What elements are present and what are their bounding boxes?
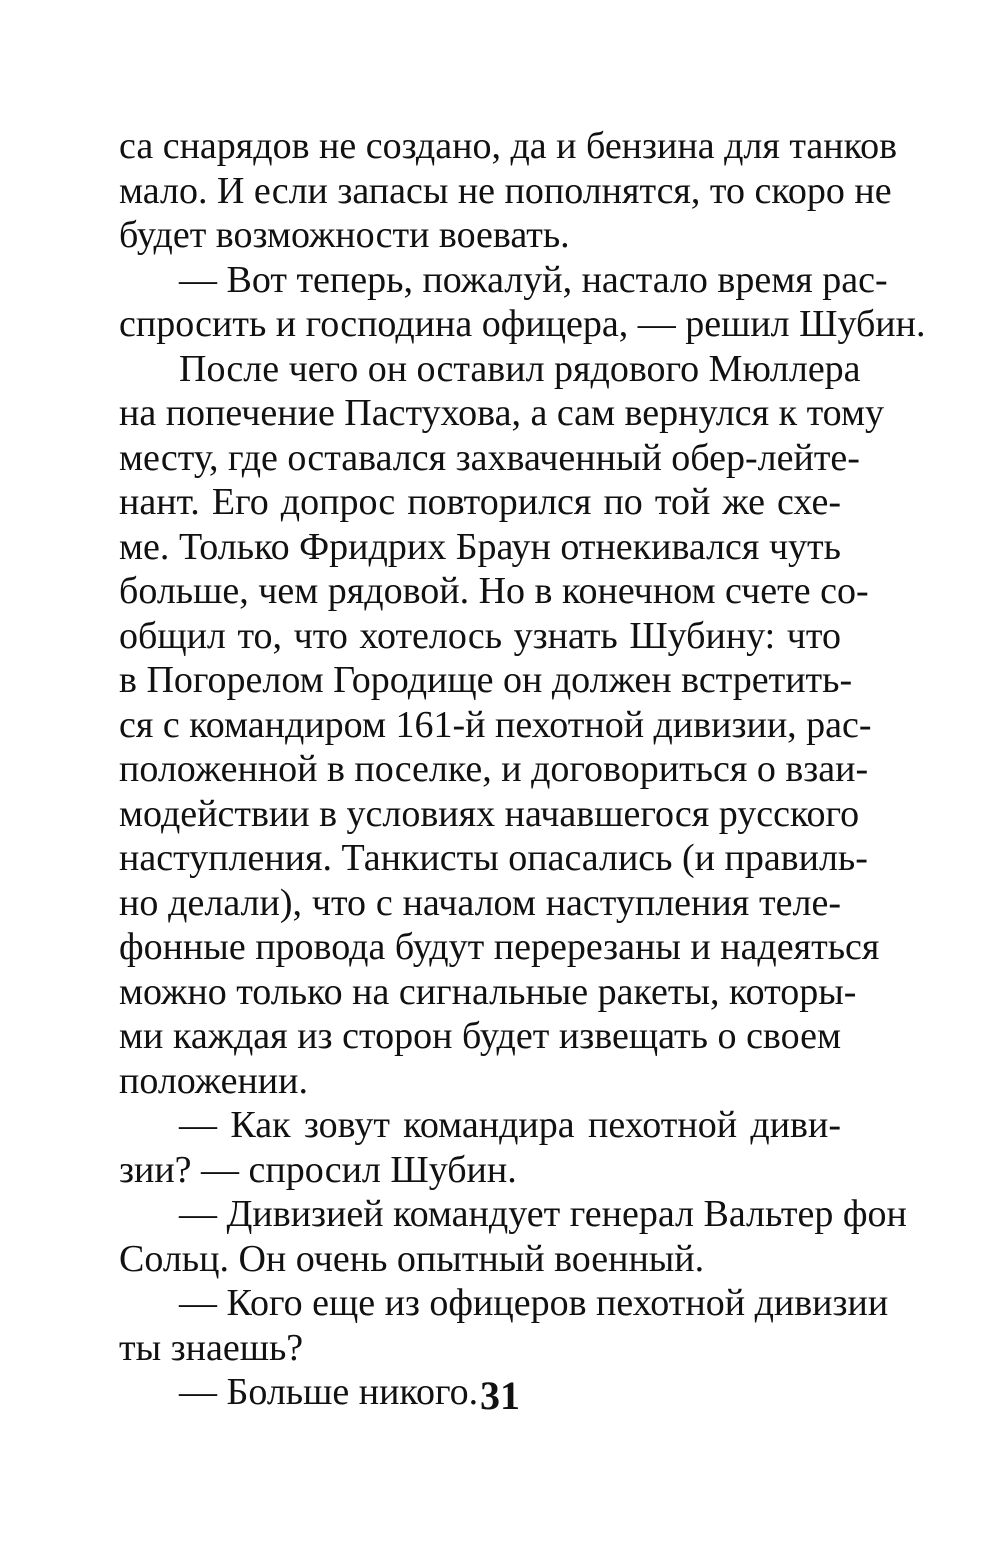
text-line: — Дивизией командует генерал Вальтер фон [179, 1193, 907, 1235]
text-line: общил то, что хотелось узнать Шубину: что [119, 614, 841, 657]
text-line: Сольц. Он очень опытный военный. [119, 1237, 705, 1280]
text-line: но делали), что с началом наступления теле- [119, 881, 841, 924]
text-line: модействии в условиях начавшегося русского [119, 792, 860, 835]
text-line: нант. Его допрос повторился по той же схе- [119, 481, 841, 523]
text-line: ты знаешь? [119, 1326, 304, 1369]
text-line: положенной в поселке, и договориться о взаи- [119, 748, 869, 790]
text-line: спросить и господина офицера, — решил Шубин. [119, 303, 926, 345]
text-line: фонные провода будут перерезаны и надеяться [119, 926, 880, 968]
page-number: 31 [480, 1373, 520, 1418]
text-line: — Как зовут командира пехотной диви- [179, 1104, 841, 1146]
text-line: мало. И если запасы не пополнятся, то скоро не [119, 169, 892, 212]
text-line: больше, чем рядовой. Но в конечном счете со- [119, 570, 869, 612]
text-line: ме. Только Фридрих Браун отнекивался чуть [119, 525, 841, 568]
text-line: положении. [119, 1059, 308, 1102]
text-line: наступления. Танкисты опасались (и правиль- [119, 837, 868, 879]
text-line: можно только на сигнальные ракеты, которы- [119, 970, 857, 1013]
text-line: зии? — спросил Шубин. [119, 1148, 517, 1191]
text-line: ся с командиром 161-й пехотной дивизии, рас- [119, 703, 872, 746]
text-line: После чего он оставил рядового Мюллера [179, 347, 861, 390]
body-text [119, 124, 926, 1415]
text-line: на попечение Пастухова, а сам вернулся к тому [119, 392, 885, 434]
text-line: — Больше никого. [179, 1371, 479, 1413]
text-line: будет возможности воевать. [119, 214, 570, 256]
text-line: месту, где оставался захваченный обер-лейте- [119, 436, 860, 479]
text-line: са снарядов не создано, да и бензина для танков [119, 125, 898, 167]
text-line: в Погорелом Городище он должен встретить- [119, 659, 853, 701]
text-line: ми каждая из сторон будет извещать о своем [119, 1015, 841, 1057]
text-line: — Кого еще из офицеров пехотной дивизии [179, 1282, 889, 1324]
text-line: — Вот теперь, пожалуй, настало время рас- [179, 258, 888, 301]
